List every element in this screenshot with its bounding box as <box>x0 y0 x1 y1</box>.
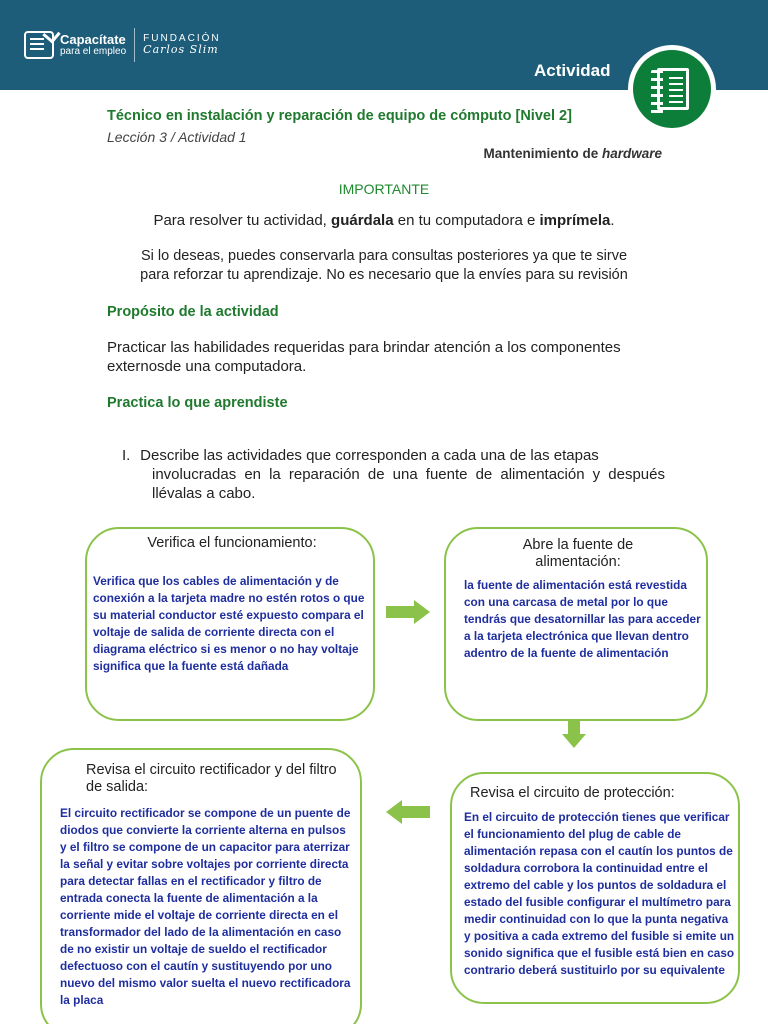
brand-tagline: para el empleo <box>60 45 127 57</box>
checklist-icon <box>24 31 54 59</box>
practice-heading: Practica lo que aprendiste <box>107 395 288 411</box>
step-box-open <box>444 527 708 721</box>
step-box-protection <box>450 772 740 1004</box>
instructions-note: Si lo deseas, puedes conservarla para consultas posteriores ya que te sirve para reforzar tu aprendizaje. No es necesario que la envíes para su revisión <box>140 248 628 283</box>
step-box-verify <box>85 527 375 721</box>
step-title: Revisa el circuito de protección: <box>470 785 675 801</box>
question-number: I. <box>122 447 131 464</box>
step-answer: El circuito rectificador se compone de un puente de diodos que convierte la corriente alterna en pulsos y el filtro se compone de un capacitor para aterrizar la señal y evitar sobre voltajes por corriente directa para detectar fallas en el rectificador y filtro de entrada conecta la fuente de alimentación a la corriente mide el voltaje de corriente directa en el transformador del lado de la alimentación en caso de no existir un voltaje de sueldo el rectificador defectuoso con el cautín y sustituyendo por uno nuevo del mismo valor suelta el nuevo rectificadora la placa <box>60 806 351 1007</box>
step-answer: la fuente de alimentación está revestida con una carcasa de metal por lo que tendrás que desatornillar las para acceder a la tarjeta electrónica que llevan dentro adentro de la fuente de alimentación <box>464 578 701 660</box>
activity-label: Actividad <box>534 61 611 80</box>
instructions-line: Para resolver tu actividad, guárdala en tu computadora e imprímela. <box>153 212 615 229</box>
important-heading: IMPORTANTE <box>338 181 430 197</box>
purpose-heading: Propósito de la actividad <box>107 304 279 320</box>
foundation-logo <box>143 33 220 56</box>
spiral-binding-icon <box>651 70 663 114</box>
step-box-rectifier <box>40 748 362 1024</box>
step-title: Verifica el funcionamiento: <box>147 535 317 551</box>
foundation-name: Carlos Slim <box>143 43 219 57</box>
step-answer: Verifica que los cables de alimentación y de conexión a la tarjeta madre no estén rotos o que su material conductor esté expuesto compara el voltaje de salida de corriente directa con el diagrama eléctrico si es menor o no hay voltaje significa que la fuente está dañada <box>93 574 365 673</box>
step-answer: En el circuito de protección tienes que verificar el funcionamiento del plug de cable de alimentación repasa con el cautín los puntos de soldadura corrobora la continuidad entre el extremo del cable y los puntos de soldadura el estado del fusible configurar el multímetro para medir continuidad con lo que la punta negativa y positiva a cada extremo del fusible si emite un sonido significa que el fusible está bien en caso contrario deberá sustituirlo por su equivalente <box>464 810 735 977</box>
foundation-label: FUNDACIÓN <box>143 33 221 45</box>
arrow-right-icon <box>386 600 432 624</box>
arrow-down-icon <box>562 720 586 750</box>
question-text-rest: involucradas en la reparación de una fuente de alimentación y después llévalas a cabo. <box>152 466 665 502</box>
arrow-left-icon <box>384 800 430 824</box>
step-title: Revisa el circuito rectificador y del filtro de salida: <box>86 762 337 795</box>
brand-name: Capacítate <box>60 31 126 47</box>
course-title: Técnico en instalación y reparación de equipo de cómputo [Nivel 2] <box>107 108 572 124</box>
question-item <box>122 446 665 503</box>
brand-logo <box>24 28 221 62</box>
activity-badge <box>628 45 716 133</box>
topic-label: Mantenimiento de hardware <box>483 146 662 161</box>
purpose-text: Practicar las habilidades requeridas para brindar atención a los componentes externosde una computadora. <box>107 339 621 375</box>
question-text-first: Describe las actividades que corresponden a cada una de las etapas <box>140 447 599 464</box>
lesson-subtitle: Lección 3 / Actividad 1 <box>107 129 247 145</box>
step-title: Abre la fuente de alimentación: <box>522 537 634 570</box>
logo-divider <box>134 28 135 62</box>
